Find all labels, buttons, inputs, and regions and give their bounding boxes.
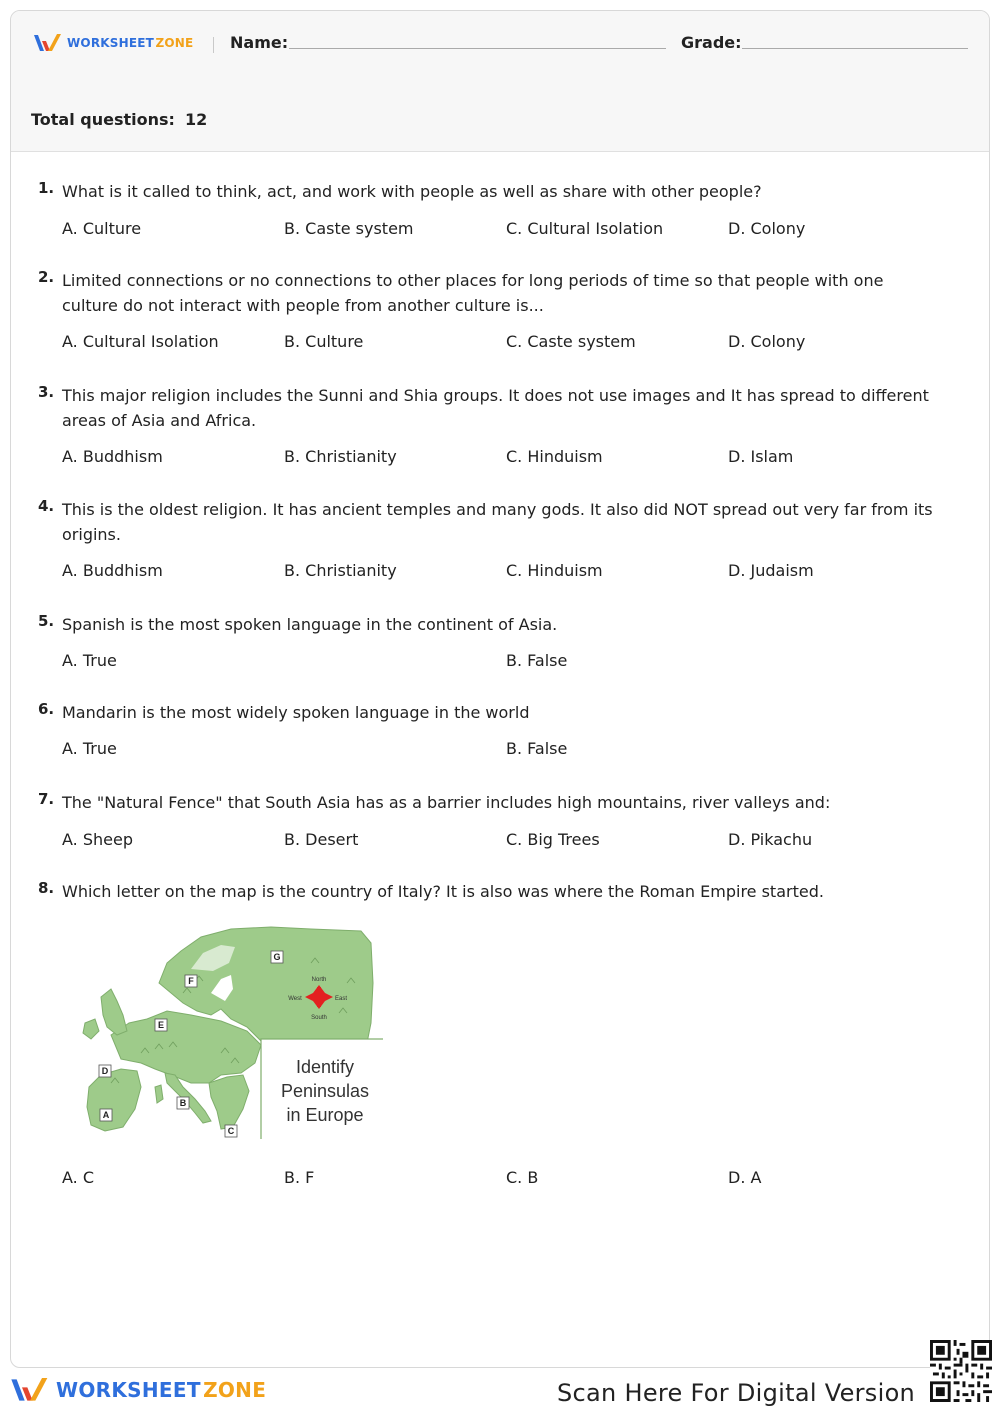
option-d[interactable]: D. A — [728, 1168, 762, 1187]
option-c[interactable]: C. Hinduism — [506, 447, 603, 466]
option-c[interactable]: C. B — [506, 1168, 539, 1187]
brand-wordmark — [67, 36, 193, 50]
map-caption-line-1: Identify — [295, 1057, 355, 1077]
map-letter-b: B — [179, 1098, 187, 1108]
total-label: Total questions: — [31, 110, 175, 129]
option-b[interactable]: B. False — [506, 739, 568, 758]
brand-part2: ZONE — [203, 1378, 267, 1402]
total-questions — [31, 110, 207, 129]
question-number: 1. — [38, 179, 55, 197]
question-text: Limited connections or no connections to other places for long periods of time so that people with one culture do not interact with people from another culture is... — [62, 271, 884, 315]
map-caption-line-2: Peninsulas — [280, 1081, 370, 1101]
option-a[interactable]: A. Cultural Isolation — [62, 332, 219, 351]
option-c[interactable]: C. Caste system — [506, 332, 636, 351]
qr-code-icon[interactable] — [930, 1340, 992, 1402]
question-number: 8. — [38, 879, 55, 897]
name-label: Name: — [230, 33, 289, 52]
question-text: The "Natural Fence" that South Asia has as a barrier includes high mountains, river valleys and: — [62, 793, 831, 812]
name-line[interactable] — [289, 48, 666, 49]
compass-south: South — [311, 1015, 327, 1021]
brand-part1: WORKSHEET — [67, 36, 155, 50]
option-b[interactable]: B. F — [284, 1168, 315, 1187]
option-b[interactable]: B. False — [506, 651, 568, 670]
option-a[interactable]: A. Buddhism — [62, 447, 163, 466]
option-d[interactable]: D. Islam — [728, 447, 794, 466]
map-letter-f: F — [188, 976, 194, 986]
compass-east: East — [334, 996, 348, 1002]
question-text: Spanish is the most spoken language in the continent of Asia. — [62, 615, 558, 634]
question-number: 4. — [38, 497, 55, 515]
worksheet-zone-logo-icon — [33, 33, 63, 53]
map-letter-e: E — [157, 1020, 165, 1030]
scan-here-text: Scan Here For Digital Version — [557, 1379, 916, 1407]
footer-brand-logo — [10, 1376, 266, 1404]
option-d[interactable]: D. Colony — [728, 219, 806, 238]
header-divider — [213, 37, 214, 53]
footer-brand-wordmark — [56, 1378, 266, 1402]
question-number: 2. — [38, 268, 55, 286]
europe-map-image — [71, 923, 383, 1139]
question-number: 5. — [38, 612, 55, 630]
question-text: Mandarin is the most widely spoken language in the world — [62, 703, 530, 722]
brand-logo — [33, 33, 193, 53]
map-caption-line-3: in Europe — [286, 1105, 364, 1125]
question-number: 3. — [38, 383, 55, 401]
worksheet-header — [11, 11, 989, 152]
question-text: This major religion includes the Sunni and Shia groups. It does not use images and It has spread to different areas of Asia and Africa. — [62, 386, 929, 430]
option-c[interactable]: C. Cultural Isolation — [506, 219, 664, 238]
question-number: 7. — [38, 790, 55, 808]
option-c[interactable]: C. Big Trees — [506, 830, 600, 849]
map-letter-g: G — [273, 952, 281, 962]
page-footer — [0, 1368, 1000, 1414]
brand-part1: WORKSHEET — [56, 1378, 201, 1402]
option-b[interactable]: B. Desert — [284, 830, 359, 849]
question-number: 6. — [38, 700, 55, 718]
option-b[interactable]: B. Caste system — [284, 219, 414, 238]
option-a[interactable]: A. Buddhism — [62, 561, 163, 580]
worksheet-zone-logo-icon — [10, 1376, 50, 1404]
grade-label: Grade: — [681, 33, 742, 52]
option-a[interactable]: A. Culture — [62, 219, 142, 238]
question-text: This is the oldest religion. It has ancient temples and many gods. It also did NOT spread out very far from its origins. — [62, 500, 933, 544]
option-a[interactable]: A. True — [62, 651, 117, 670]
total-value: 12 — [184, 110, 208, 129]
brand-part2: ZONE — [155, 36, 194, 50]
worksheet-page — [10, 10, 990, 1368]
option-b[interactable]: B. Christianity — [284, 447, 397, 466]
option-b[interactable]: B. Culture — [284, 332, 364, 351]
compass-west: West — [288, 996, 302, 1002]
option-c[interactable]: C. Hinduism — [506, 561, 603, 580]
option-b[interactable]: B. Christianity — [284, 561, 397, 580]
compass-north: North — [311, 977, 327, 983]
map-letter-a: A — [102, 1110, 110, 1120]
option-a[interactable]: A. True — [62, 739, 117, 758]
option-d[interactable]: D. Judaism — [728, 561, 814, 580]
option-a[interactable]: A. C — [62, 1168, 95, 1187]
grade-line[interactable] — [742, 48, 968, 49]
option-a[interactable]: A. Sheep — [62, 830, 133, 849]
question-text: What is it called to think, act, and work with people as well as share with other people? — [62, 182, 762, 201]
option-d[interactable]: D. Colony — [728, 332, 806, 351]
map-letter-d: D — [101, 1066, 109, 1076]
map-letter-c: C — [227, 1126, 235, 1136]
question-text: Which letter on the map is the country of Italy? It is also was where the Roman Empire started. — [62, 882, 824, 901]
option-d[interactable]: D. Pikachu — [728, 830, 813, 849]
